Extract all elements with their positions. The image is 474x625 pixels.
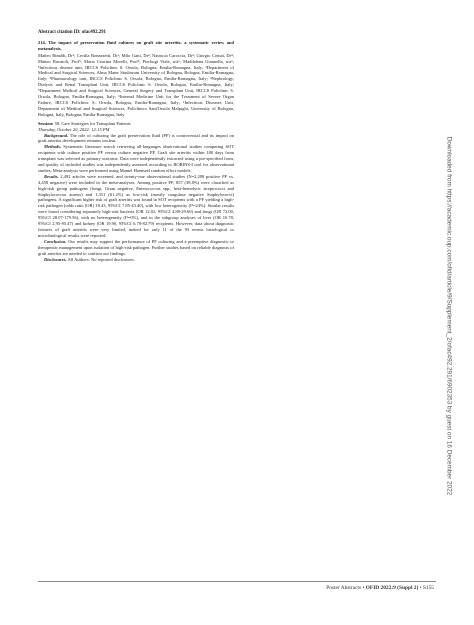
background-paragraph <box>38 133 234 145</box>
author-list: Matteo Rinaldi, Dr¹; Cecilia Bonazzetti, Dr¹; Milo Gatti, Dr²; Natascia Caroccia, Dr³; Giorgio Comai, Dr⁴; Matteo Ravaioli, Prof⁵; Maria Cristina Morelli, Prof⁶; Pierluigi Viale, n/a¹; Maddalena Giannella, n/a¹; ¹Infectious disease unit, IRCCS Policlinic S. Orsola, Bologna, Emilia-Romagna, Italy; ²Department of Medical and Surgical Sciences, Alma Mater Studiorum University of Bologna, Bologna, Emilia-Romagna, Italy; ³Pharmacology unit, IRCCS Policlinic S. Orsola, Bologna, Emilia-Romagna, Italy; ⁴Nephrology, Dialysis and Renal Transplant Unit, IRCCS Policlinic S. Orsola, Bologna, Emilia-Romagna, Italy; ⁵Department Medical and Surgical Sciences, General Surgery and Transplant Unit, IRCCS Policlinic S. Orsola, Bologna, Emilia-Romagna, Italy; ⁶Internal Medicine Unit for the Treatment of Severe Organ Failure, IRCCS Policlinic S. Orsola, Bologna, Emilia-Romagna, Italy; ¹Infectious Diseases Unit, Department of Medical and Surgical Sciences, Policlinico Sant'Orsola Malpighi, University of Bologna, Bologna, Italy, Bologna, Emilia-Romagna, Italy <box>38 52 234 117</box>
footer-section: Poster Abstracts <box>326 585 362 591</box>
conclusion-label: Conclusion. <box>44 238 67 244</box>
results-paragraph <box>38 174 234 239</box>
abstract-title: 214. The impact of preservation fluid cultures on graft site arteritis: a systematic review and metanalysis. <box>38 39 234 51</box>
conclusion-text: Our results may support the performance of PF culturing and a preemptive diagnostic or therapeutic management upon isolation of high-risk pathogen. Further studies based on reliable diagnosis of graft arteritis are needed to confirm our findings. <box>38 238 234 256</box>
methods-label: Methods. <box>44 144 62 150</box>
footer-bullet-2: • <box>419 585 422 591</box>
session-text: 58. Care Strategies for Transplant Patients <box>54 120 131 126</box>
session-label: Session: <box>38 120 54 126</box>
session-date: Thursday, October 20, 2022: 12:15 PM <box>38 126 110 132</box>
methods-paragraph <box>38 144 234 174</box>
download-watermark: Downloaded from https://academic.oup.com/ofid/article/9/Supplement_2/ofac492.291/6902353 by guest on 16 December 2022 <box>445 136 453 496</box>
footer-rule <box>38 581 436 582</box>
footer-journal: OFID 2022:9 (Suppl 2) <box>365 585 419 591</box>
footer-page-number: S155 <box>422 585 434 591</box>
footer-bullet: • <box>362 585 365 591</box>
abstract-column <box>38 30 234 262</box>
background-label: Background. <box>44 132 69 138</box>
results-label: Results. <box>44 173 59 179</box>
background-text: The role of culturing the graft preservation fluid (PF) is controversial and its impact on graft arteritis development remains unclear. <box>38 132 234 144</box>
disclosures-text: All Authors: No reported disclosures. <box>67 256 135 262</box>
disclosures-label: Disclosures. <box>44 256 67 262</box>
disclosures-paragraph <box>38 257 234 263</box>
abstract-citation-id: Abstract citation ID: ofac492.291 <box>38 30 106 35</box>
page-footer <box>326 585 434 591</box>
results-text: 2,492 articles were screened, and twenty-one observational studies (N=2,208 positive PF vs. 4,458 negative) were included in the meta-analyses. Among positive PF, 857 (38.8%) were classified as high-risk group pathogens (fungi, Gram negative, Enterococcus spp., beta-hemolytic streptococci and Staphylococcus aureus) and 1,351 (61.2%) as low-risk (mostly coagulase negative Staphylococci) pathogens. A significant higher risk of graft arteritis was found in SOT recipients with a PF yielding a high-risk pathogen (odds ratio [OR] 18.43, 95%CI 7.85-43.40), with low heterogeneity (I²=24%). Similar results were found considering separately high-risk bacteria (OR 12.02, 95%CI 4.88-29.60) and fungi (OR 72.00, 95%CI 28.07-179.56), with no heterogeneity (I²=0%), and in the subgroup analyses of liver (OR 16.78, 95%CI 2.95-95.47) and kidney (OR 19.90, 95%CI 6.78-82.79) recipients. However, data about diagnostic features of graft arteritis were very limited, indeed for only 11 of the 93 events histological or microbiological results were reported. <box>38 173 235 238</box>
conclusion-paragraph <box>38 239 234 257</box>
methods-text: Systematic literature search retrieving all-languages observational studies comparing SOT recipients with culture positive PF versus culture negative PF. Graft site arteritis within 180 days from transplant was selected as primary outcome. Data were independently extracted using a pre-specified form, and quality of included studies was independently assessed according to ROBINS-I tool for observational studies. Meta-analysis were performed using Mantel Haenszel random effect models. <box>38 144 234 173</box>
